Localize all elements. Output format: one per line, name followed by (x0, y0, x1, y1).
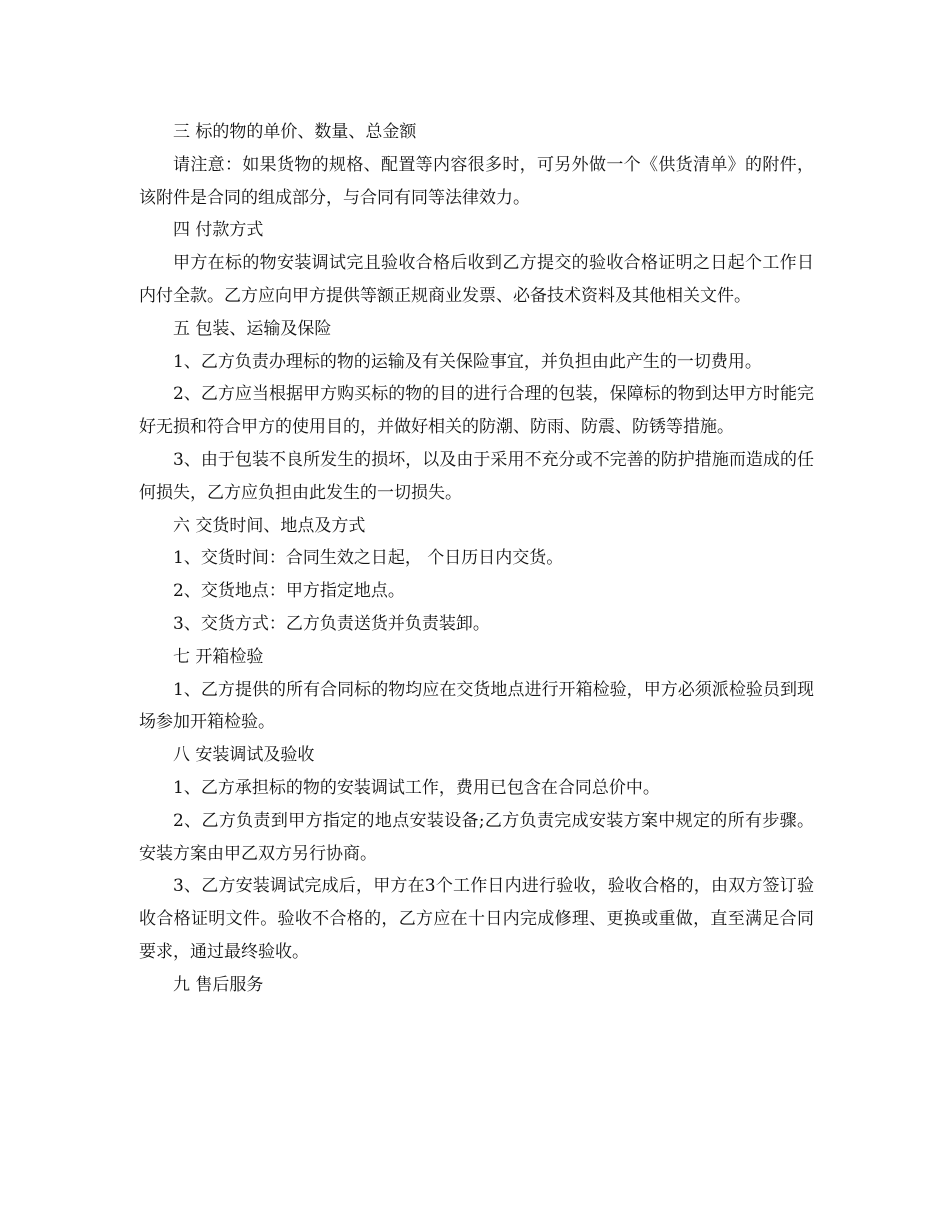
section-heading-5: 五 包装、运输及保险 (173, 318, 332, 339)
section-heading-4: 四 付款方式 (173, 220, 264, 241)
section-heading-3: 三 标的物的单价、数量、总金额 (173, 122, 417, 142)
paragraph-8-3: 3、乙方安装调试完成后，甲方在3个工作日内进行验收，验收合格的，由双方签订验收合格证明文件。验收不合格的，乙方应在十日内完成修理、更换或重做，直至满足合同要求，通过最终验收。 (139, 876, 814, 962)
section-heading-8: 八 安装调试及验收 (173, 745, 315, 766)
document-body (139, 116, 814, 1002)
paragraph-6-3: 3、交货方式：乙方负责送货并负责装卸。 (173, 613, 490, 634)
paragraph-5-1: 1、乙方负责办理标的物的运输及有关保险事宜，并负担由此产生的一切费用。 (173, 351, 762, 372)
section-heading-7: 七 开箱检验 (173, 646, 264, 667)
paragraph-5-3: 3、由于包装不良所发生的损坏，以及由于采用不充分或不完善的防护措施而造成的任何损失，乙方应负担由此发生的一切损失。 (139, 449, 814, 503)
paragraph-4-1: 甲方在标的物安装调试完且验收合格后收到乙方提交的验收合格证明之日起个工作日内付全款。乙方应向甲方提供等额正规商业发票、必备技术资料及其他相关文件。 (139, 253, 814, 306)
section-heading-9: 九 售后服务 (173, 974, 264, 995)
paragraph-5-2: 2、乙方应当根据甲方购买标的物的目的进行合理的包装，保障标的物到达甲方时能完好无损和符合甲方的使用目的，并做好相关的防潮、防雨、防震、防锈等措施。 (139, 384, 814, 438)
paragraph-7-1: 1、乙方提供的所有合同标的物均应在交货地点进行开箱检验，甲方必须派检验员到现场参加开箱检验。 (139, 679, 814, 733)
paragraph-8-2: 2、乙方负责到甲方指定的地点安装设备;乙方负责完成安装方案中规定的所有步骤。安装方案由甲乙双方另行协商。 (139, 810, 814, 864)
paragraph-6-2: 2、交货地点：甲方指定地点。 (173, 581, 405, 602)
paragraph-6-1: 1、交货时间：合同生效之日起， 个日历日内交货。 (173, 548, 564, 569)
paragraph-3-1: 请注意：如果货物的规格、配置等内容很多时，可另外做一个《供货清单》的附件，该附件是合同的组成部分，与合同有同等法律效力。 (139, 154, 814, 208)
section-heading-6: 六 交货时间、地点及方式 (173, 515, 366, 536)
paragraph-8-1: 1、乙方承担标的物的安装调试工作，费用已包含在合同总价中。 (173, 777, 660, 798)
